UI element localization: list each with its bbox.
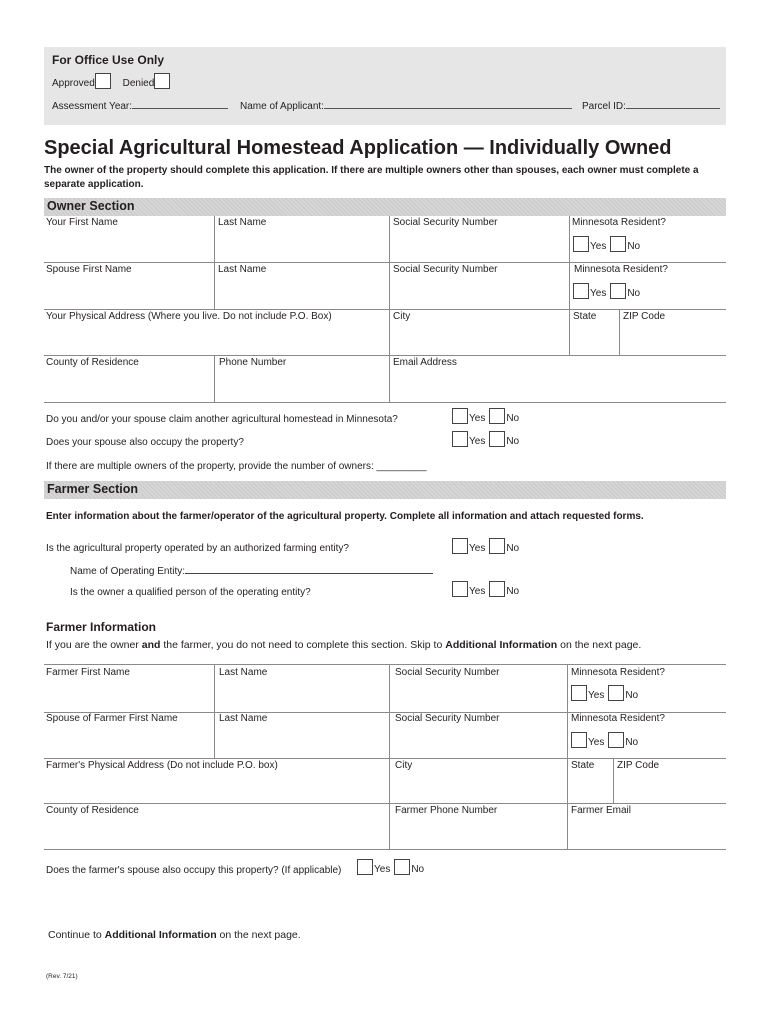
parcel-id-label: Parcel ID:	[582, 101, 626, 112]
applicant-name-label: Name of Applicant:	[240, 101, 324, 112]
farmer-info-text-part: on the next page.	[557, 639, 642, 651]
owner-zip-label: ZIP Code	[623, 311, 666, 322]
divider	[389, 216, 390, 355]
owner-ssn-label: Social Security Number	[393, 217, 498, 228]
spouse-occupy-options	[452, 431, 519, 447]
yes-label: Yes	[590, 288, 607, 299]
approved-row	[52, 73, 171, 89]
yes-label: Yes	[588, 690, 605, 701]
farmer-spouse-mn-yes-checkbox[interactable]	[571, 732, 587, 748]
owner-section-heading: Owner Section	[47, 199, 135, 213]
farmer-spouse-mn-resident-options	[571, 732, 638, 748]
divider	[44, 849, 726, 850]
divider	[567, 664, 568, 849]
farmer-spouse-first-name-label: Spouse of Farmer First Name	[46, 713, 178, 724]
farmer-mn-yes-checkbox[interactable]	[571, 685, 587, 701]
yes-label: Yes	[469, 586, 486, 597]
spouse-mn-resident-label: Minnesota Resident?	[574, 264, 668, 275]
farmer-address-label: Farmer's Physical Address (Do not include P.O. box)	[46, 760, 278, 771]
farmer-section-bar	[44, 481, 726, 499]
approved-label: Approved	[52, 78, 95, 89]
farmer-last-name-label: Last Name	[219, 667, 268, 678]
owner-mn-yes-checkbox[interactable]	[573, 236, 589, 252]
owner-mn-no-checkbox[interactable]	[610, 236, 626, 252]
farmer-info-text-bold: and	[141, 639, 161, 651]
farmer-mn-resident-options	[571, 685, 638, 701]
farmer-spouse-mn-resident-label: Minnesota Resident?	[571, 713, 665, 724]
farming-entity-options	[452, 538, 519, 554]
qualified-yes-checkbox[interactable]	[452, 581, 468, 597]
spouse-last-name-label: Last Name	[218, 264, 267, 275]
office-use-box	[44, 47, 726, 125]
divider	[389, 664, 390, 849]
intro-text: The owner of the property should complete this application. If there are multiple owners other than spouses, each owner must complete a separate application.	[44, 165, 699, 190]
spouse-occupy-yes-checkbox[interactable]	[452, 431, 468, 447]
spouse-mn-no-checkbox[interactable]	[610, 283, 626, 299]
continue-text-part: Continue to	[48, 929, 105, 941]
assessment-year-row	[52, 100, 228, 112]
farmer-instruction: Enter information about the farmer/operator of the agricultural property. Complete all information and attach requested forms.	[46, 511, 644, 522]
divider	[44, 355, 726, 356]
farmer-zip-label: ZIP Code	[617, 760, 660, 771]
owner-section-bar	[44, 198, 726, 216]
farmer-spouse-ssn-label: Social Security Number	[395, 713, 500, 724]
farmer-first-name-label: Farmer First Name	[46, 667, 130, 678]
owner-state-label: State	[573, 311, 597, 322]
owner-phone-label: Phone Number	[219, 357, 287, 368]
farmer-section-heading: Farmer Section	[47, 482, 139, 496]
page-title: Special Agricultural Homestead Application — Individually Owned	[44, 137, 672, 159]
no-label: No	[411, 864, 425, 875]
other-homestead-yes-checkbox[interactable]	[452, 408, 468, 424]
farmer-ssn-label: Social Security Number	[395, 667, 500, 678]
other-homestead-options	[452, 408, 519, 424]
operating-entity-field[interactable]	[185, 565, 433, 574]
no-label: No	[627, 288, 641, 299]
qualified-person-options	[452, 581, 519, 597]
other-homestead-no-checkbox[interactable]	[489, 408, 505, 424]
no-label: No	[506, 543, 520, 554]
farmer-info-text-part: If you are the owner	[46, 639, 142, 651]
farmer-city-label: City	[395, 760, 413, 771]
yes-label: Yes	[588, 737, 605, 748]
no-label: No	[506, 413, 520, 424]
parcel-id-row	[582, 100, 720, 112]
divider	[619, 309, 620, 355]
parcel-id-field[interactable]	[626, 100, 720, 109]
divider	[44, 803, 726, 804]
office-title: For Office Use Only	[52, 53, 165, 67]
no-label: No	[625, 737, 639, 748]
yes-label: Yes	[469, 413, 486, 424]
farmer-info-text	[46, 639, 641, 651]
owner-city-label: City	[393, 311, 411, 322]
farmer-spouse-occupy-options	[357, 859, 424, 875]
no-label: No	[627, 241, 641, 252]
revision-note: (Rev. 7/21)	[46, 973, 78, 980]
denied-checkbox[interactable]	[154, 73, 170, 89]
farmer-email-label: Farmer Email	[571, 805, 632, 816]
spouse-first-name-label: Spouse First Name	[46, 264, 132, 275]
yes-label: Yes	[590, 241, 607, 252]
operating-entity-row	[70, 565, 433, 577]
farmer-mn-resident-label: Minnesota Resident?	[571, 667, 665, 678]
applicant-name-field[interactable]	[324, 100, 572, 109]
farmer-phone-label: Farmer Phone Number	[395, 805, 498, 816]
assessment-year-field[interactable]	[132, 100, 228, 109]
multiple-owners-question[interactable]: If there are multiple owners of the property, provide the number of owners: _________	[46, 461, 427, 472]
farming-entity-yes-checkbox[interactable]	[452, 538, 468, 554]
farmer-county-label: County of Residence	[46, 805, 139, 816]
farmer-spouse-mn-no-checkbox[interactable]	[608, 732, 624, 748]
divider	[214, 216, 215, 309]
spouse-occupy-no-checkbox[interactable]	[489, 431, 505, 447]
no-label: No	[506, 436, 520, 447]
continue-text-bold: Additional Information	[104, 929, 217, 941]
farming-entity-question: Is the agricultural property operated by an authorized farming entity?	[46, 543, 349, 554]
divider	[44, 309, 726, 310]
yes-label: Yes	[469, 436, 486, 447]
farmer-spouse-occupy-no-checkbox[interactable]	[394, 859, 410, 875]
owner-mn-resident-options	[573, 236, 640, 252]
divider	[214, 355, 215, 402]
spouse-ssn-label: Social Security Number	[393, 264, 498, 275]
owner-county-label: County of Residence	[46, 357, 139, 368]
spouse-mn-resident-options	[573, 283, 640, 299]
qualified-person-question: Is the owner a qualified person of the operating entity?	[70, 587, 311, 598]
farmer-spouse-occupy-yes-checkbox[interactable]	[357, 859, 373, 875]
no-label: No	[625, 690, 639, 701]
owner-last-name-label: Last Name	[218, 217, 267, 228]
applicant-name-row	[240, 100, 572, 112]
divider	[569, 216, 570, 355]
other-homestead-question: Do you and/or your spouse claim another agricultural homestead in Minnesota?	[46, 414, 398, 425]
owner-mn-resident-label: Minnesota Resident?	[572, 217, 666, 228]
yes-label: Yes	[469, 543, 486, 554]
spouse-mn-yes-checkbox[interactable]	[573, 283, 589, 299]
approved-checkbox[interactable]	[95, 73, 111, 89]
farmer-info-heading: Farmer Information	[46, 620, 157, 634]
owner-first-name-label: Your First Name	[46, 217, 118, 228]
qualified-no-checkbox[interactable]	[489, 581, 505, 597]
farmer-spouse-last-name-label: Last Name	[219, 713, 268, 724]
farmer-info-text-bold: Additional Information	[445, 639, 558, 651]
spouse-occupy-question: Does your spouse also occupy the property?	[46, 437, 244, 448]
divider	[44, 664, 726, 665]
divider	[44, 262, 726, 263]
farmer-mn-no-checkbox[interactable]	[608, 685, 624, 701]
farmer-spouse-occupy-question: Does the farmer's spouse also occupy this property? (If applicable)	[46, 865, 342, 876]
assessment-year-label: Assessment Year:	[52, 101, 133, 112]
yes-label: Yes	[374, 864, 391, 875]
divider	[44, 758, 726, 759]
divider	[214, 664, 215, 758]
no-label: No	[506, 586, 520, 597]
continue-text	[48, 929, 301, 941]
owner-address-label: Your Physical Address (Where you live. Do not include P.O. Box)	[46, 311, 332, 322]
continue-text-part: on the next page.	[216, 929, 301, 941]
divider	[389, 355, 390, 402]
farming-entity-no-checkbox[interactable]	[489, 538, 505, 554]
operating-entity-label: Name of Operating Entity:	[70, 566, 186, 577]
owner-email-label: Email Address	[393, 357, 457, 368]
farmer-info-text-part: the farmer, you do not need to complete this section. Skip to	[160, 639, 446, 651]
farmer-state-label: State	[571, 760, 595, 771]
divider	[613, 758, 614, 803]
divider	[44, 402, 726, 403]
denied-label: Denied	[122, 78, 155, 89]
